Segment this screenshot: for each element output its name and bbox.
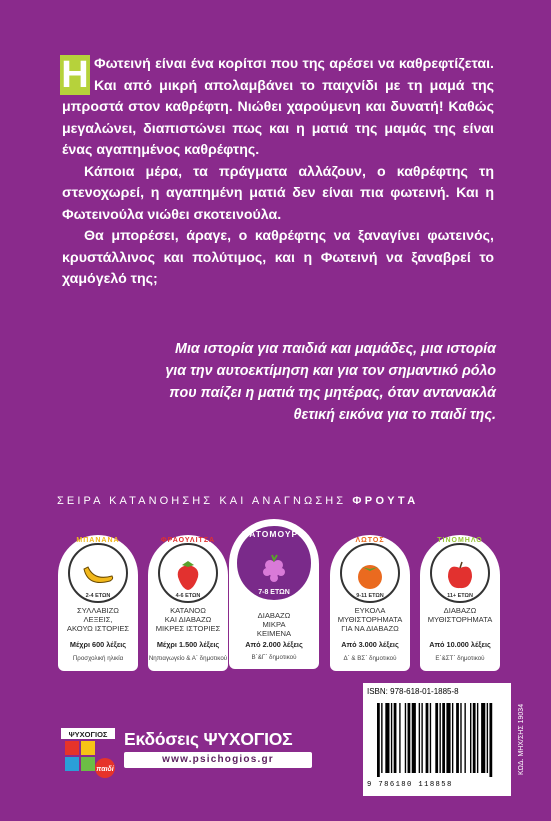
- story-paragraph-1-text: Φωτεινή είναι ένα κορίτσι που της αρέσει να καθρεφτίζεται. Και από μικρή απολαμβάνει το παιχνίδι με τη μαμά της μπροστά στον καθρέφτη. Νιώθει χαρούμενη και δυνατή! Καθώς μεγαλώνει, διαπιστώνει πως και η ματιά της μαμάς της είναι ένας αγαπημένος καθρέφτης.: [62, 56, 494, 158]
- level-description-line: ΣΥΛΛΑΒΙΖΩ: [77, 606, 119, 615]
- level-description: [330, 606, 410, 634]
- barcode-bar: [399, 703, 400, 773]
- publisher-url[interactable]: www.psichogios.gr: [124, 752, 312, 768]
- barcode-bar: [439, 703, 440, 773]
- barcode-bar: [412, 703, 416, 773]
- publisher-logo: [61, 728, 115, 780]
- barcode-bar: [460, 703, 461, 773]
- level-description-line: ΔΙΑΒΑΖΩ: [257, 611, 291, 620]
- barcode-bar: [391, 703, 392, 773]
- apple-icon: [442, 559, 478, 591]
- level-description-line: ΚΕΙΜΕΝΑ: [256, 629, 292, 639]
- banana-icon: [80, 559, 116, 591]
- barcode-bar: [385, 703, 389, 773]
- drop-cap: Η: [61, 54, 89, 96]
- level-age: 4-6 ΕΤΩΝ: [175, 593, 201, 599]
- barcode-bar: [473, 703, 476, 773]
- level-age: 11+ ΕΤΩΝ: [447, 593, 473, 599]
- barcode-bar: [487, 703, 488, 773]
- story-paragraph-1: [62, 54, 494, 162]
- tagline-line: Μια ιστορία για παιδιά και μαμάδες, μια ιστορία: [175, 341, 496, 357]
- tagline-line: θετική εικόνα για το παιδί της.: [293, 407, 496, 423]
- level-description-line: ΑΚΟΥΩ ΙΣΤΟΡΙΕΣ: [66, 624, 130, 634]
- barcode-bar: [405, 703, 406, 773]
- level-word-count: Από 10.000 λέξεις: [429, 640, 491, 649]
- level-fruit-name: ΤΙΝΟΜΗΛΟ: [437, 537, 483, 544]
- barcode-bar: [477, 703, 478, 773]
- level-card: [330, 535, 410, 671]
- series-heading: [57, 495, 497, 507]
- barcode-bar: [481, 703, 485, 773]
- barcode-bar: [489, 703, 492, 777]
- level-grade: Ε΄&ΣΤ΄ δημοτικού: [435, 655, 485, 662]
- level-cards: [58, 529, 498, 675]
- barcode-bar: [421, 703, 422, 773]
- level-word-count: Από 3.000 λέξεις: [341, 640, 399, 649]
- level-description-line: ΜΥΘΙΣΤΟΡΗΜΑΤΑ: [427, 615, 493, 625]
- level-description-line: ΜΙΚΡΑ: [262, 620, 286, 630]
- level-description-line: ΛΕΞΕΙΣ,: [83, 615, 113, 625]
- barcode-bar: [430, 703, 431, 773]
- level-fruit-name: ΒΑΤΟΜΟΥΡΟ: [242, 529, 306, 539]
- level-description: [229, 611, 319, 639]
- barcode-bar: [470, 703, 471, 773]
- barcode-bar: [456, 703, 459, 773]
- level-word-count: Μέχρι 600 λέξεις: [69, 640, 127, 649]
- level-description-line: ΚΑΤΑΝΟΩ: [170, 606, 206, 615]
- level-description-line: ΕΥΚΟΛΑ: [354, 606, 386, 615]
- barcode-bar: [394, 703, 397, 773]
- level-card: [420, 535, 500, 671]
- product-code: ΚΩΔ. ΜΗΧ/ΣΗΣ 19034: [518, 703, 525, 776]
- barcode-bar: [435, 703, 438, 773]
- level-card: [58, 535, 138, 671]
- level-description-line: ΚΑΙ ΔΙΑΒΑΖΩ: [164, 615, 212, 625]
- series-name: ΦΡΟΥΤΑ: [352, 495, 419, 507]
- barcode-bar: [452, 703, 453, 773]
- tagline: [60, 338, 496, 426]
- level-age: 7-8 ΕΤΩΝ: [258, 589, 290, 596]
- level-description-line: ΔΙΑΒΑΖΩ: [443, 606, 477, 615]
- barcode-bar: [419, 703, 420, 773]
- level-description-line: ΓΙΑ ΝΑ ΔΙΑΒΑΖΩ: [341, 624, 399, 634]
- level-grade: Προσχολική ηλικία: [72, 655, 124, 662]
- barcode-bar: [426, 703, 429, 773]
- level-description-line: ΜΙΚΡΕΣ ΙΣΤΟΡΙΕΣ: [155, 624, 221, 634]
- story-paragraph-2: Κάποια μέρα, τα πράγματα αλλάζουν, ο καθρέφτης τη στενοχωρεί, η αγαπημένη ματιά δεν είναι πια φωτεινή. Και η Φωτεινούλα νιώθει σκοτεινούλα.: [62, 163, 494, 223]
- barcode-bars: [377, 703, 495, 777]
- level-description: [148, 606, 228, 634]
- level-description-line: ΜΥΘΙΣΤΟΡΗΜΑΤΑ: [337, 615, 403, 625]
- barcode-digits: 9 786180 118858: [367, 781, 453, 789]
- barcode-bar: [408, 703, 411, 773]
- series-prefix: ΣΕΙΡΑ ΚΑΤΑΝΟΗΣΗΣ ΚΑΙ ΑΝΑΓΝΩΣΗΣ: [57, 495, 347, 507]
- blackberry-icon: [256, 549, 292, 585]
- publisher-logo-bottom: παιδί: [96, 766, 114, 773]
- publisher-name: Εκδόσεις ΨΥΧΟΓΙΟΣ: [124, 729, 293, 749]
- isbn-label: ISBN: 978-618-01-1885-8: [367, 687, 459, 696]
- level-age: 2-4 ΕΤΩΝ: [85, 593, 111, 599]
- level-grade: Νηπιαγωγείο & Α΄ δημοτικού: [148, 655, 228, 662]
- strawberry-icon: [170, 559, 206, 591]
- level-fruit-name: ΛΩΤΟΣ: [355, 537, 385, 544]
- barcode-bar: [381, 703, 382, 773]
- tagline-line: για την αυτοεκτίμηση και για τον σημαντικό ρόλο: [165, 363, 496, 379]
- story-paragraph-3: Θα μπορέσει, άραγε, ο καθρέφτης να ξαναγίνει φωτεινός, κρυστάλλινος και πολύτιμος, και η Φωτεινή να ξαναβρεί το χαμόγελό της;: [62, 228, 494, 287]
- level-card: [148, 535, 228, 671]
- level-card: [229, 519, 319, 669]
- barcode-bar: [377, 703, 380, 777]
- publisher-logo-top: ΨΥΧΟΓΙΟΣ: [68, 730, 108, 739]
- barcode-bar: [442, 703, 445, 773]
- barcode-bar: [464, 703, 465, 773]
- level-age: 9-11 ΕΤΩΝ: [356, 593, 384, 599]
- persimmon-icon: [352, 559, 388, 591]
- level-word-count: Μέχρι 1.500 λέξεις: [156, 640, 220, 649]
- barcode-bar: [446, 703, 450, 773]
- level-fruit-name: ΦΡΑΟΥΛΙΤΣΑ: [160, 537, 216, 544]
- level-grade: Β΄&Γ΄ δημοτικού: [251, 654, 297, 661]
- level-description: [420, 606, 500, 624]
- story-text: [62, 54, 494, 291]
- level-grade: Δ΄ & ΒΣ΄ δημοτικού: [343, 655, 397, 662]
- level-word-count: Από 2.000 λέξεις: [245, 640, 303, 649]
- level-fruit-name: ΜΠΑΝΑΝΑ: [76, 537, 120, 544]
- tagline-line: που παίζει η ματιά της μητέρας, όταν αντανακλά: [169, 385, 496, 401]
- level-description: [58, 606, 138, 634]
- barcode: [363, 683, 511, 796]
